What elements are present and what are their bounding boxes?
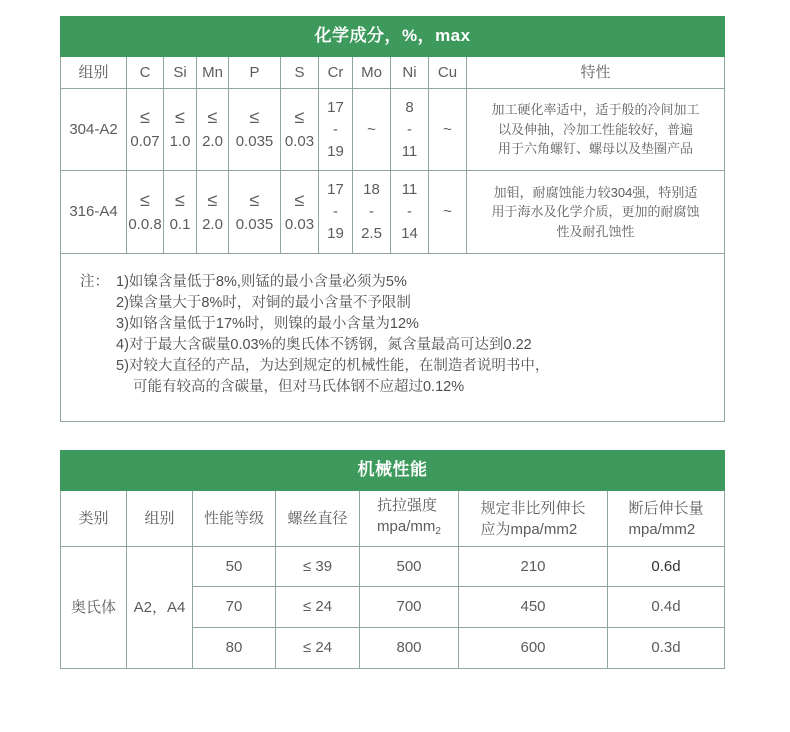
header-category: 类别 <box>61 491 127 547</box>
cell-si <box>164 171 197 254</box>
cell-p <box>229 171 281 254</box>
header-cr: Cr <box>319 57 353 89</box>
cell-tensile: 800 <box>360 628 459 669</box>
cell-elongation: 0.4d <box>608 587 725 628</box>
cell-value: 0.07 <box>130 133 160 150</box>
cell-grade: 50 <box>193 547 276 587</box>
header-grade: 性能等级 <box>193 491 276 547</box>
cell-cr <box>319 89 353 171</box>
table-row <box>61 89 725 171</box>
cell-proof: 600 <box>459 628 608 669</box>
header-tensile <box>360 491 459 547</box>
note-line-continued: 可能有较高的含碳量，但对马氏体钢不应超过0.12% <box>133 379 465 395</box>
range-sep: - <box>333 203 338 220</box>
le-symbol: ≤ <box>175 189 185 210</box>
cell-category: 奥氏体 <box>61 547 127 669</box>
cell-tensile: 500 <box>360 547 459 587</box>
cell-mn <box>197 89 229 171</box>
note-line: 5)对较大直径的产品，为达到规定的机械性能，在制造者说明书中， <box>116 358 550 374</box>
cell-mo: ~ <box>353 89 391 171</box>
cell-cr <box>319 171 353 254</box>
cell-value: 0.035 <box>235 215 274 233</box>
cell-mn <box>197 171 229 254</box>
range-from: 18 <box>363 181 380 198</box>
cell-diameter: ≤ 24 <box>276 587 360 628</box>
le-symbol: ≤ <box>175 107 185 127</box>
le-symbol: ≤ <box>140 107 150 127</box>
header-tensile-unit: mpa/mm <box>377 518 436 535</box>
cell-diameter: ≤ 24 <box>276 628 360 669</box>
cell-value: 0.03 <box>284 133 315 150</box>
header-feature: 特性 <box>467 57 725 89</box>
cell-feature <box>467 89 725 171</box>
cell-value: 1.0 <box>169 133 191 150</box>
cell-diameter: ≤ 39 <box>276 547 360 587</box>
feature-line: 性及耐孔蚀性 <box>556 223 635 239</box>
cell-tensile: 700 <box>360 587 459 628</box>
le-symbol: ≤ <box>294 189 305 210</box>
note-line: 3)如铬含量低于17%时，则镍的最小含量为12% <box>116 316 419 332</box>
feature-line: 用于海水及化学介质，更加的耐腐蚀 <box>491 204 700 220</box>
range-to: 14 <box>401 225 418 242</box>
header-group: 组别 <box>61 57 127 89</box>
mechanical-properties-title: 机械性能 <box>61 451 725 491</box>
cell-ni <box>391 89 429 171</box>
header-proof-label: 规定非比列伸长 <box>480 499 586 517</box>
cell-ni <box>391 171 429 254</box>
cell-feature <box>467 171 725 254</box>
header-elongation <box>608 491 725 547</box>
notes-label: 注： <box>80 274 109 290</box>
note-line: 2)镍含量大于8%时，对铜的最小含量不予限制 <box>116 295 411 311</box>
cell-cu: ~ <box>429 89 467 171</box>
le-symbol: ≤ <box>207 107 218 127</box>
range-from: 17 <box>327 181 344 198</box>
header-cu: Cu <box>429 57 467 89</box>
cell-elongation: 0.6d <box>608 547 725 587</box>
cell-grade: 316-A4 <box>61 171 127 254</box>
mechanical-header-row <box>61 491 725 547</box>
cell-si <box>164 89 197 171</box>
range-from: 11 <box>401 181 418 198</box>
cell-c <box>127 171 164 254</box>
range-to: 2.5 <box>361 225 382 242</box>
header-proof-unit: 应为mpa/mm2 <box>480 520 578 538</box>
le-symbol: ≤ <box>294 107 305 127</box>
range-sep: - <box>369 203 374 220</box>
feature-line: 用于六角螺钉、螺母以及垫圈产品 <box>498 141 694 157</box>
range-to: 19 <box>327 225 344 242</box>
cell-c <box>127 89 164 171</box>
header-ni: Ni <box>391 57 429 89</box>
cell-value: 0.1 <box>169 215 191 233</box>
header-mo: Mo <box>353 57 391 89</box>
cell-value: 0.035 <box>235 133 274 150</box>
note-line: 4)对于最大含碳量0.03%的奥氏体不锈钢，氮含量最高可达到0.22 <box>116 337 532 353</box>
range-to: 11 <box>401 142 418 160</box>
cell-s <box>281 171 319 254</box>
cell-value: 0.0.8 <box>128 215 162 233</box>
cell-cu: ~ <box>429 171 467 254</box>
header-p: P <box>229 57 281 89</box>
feature-line: 加钼，耐腐蚀能力较304强，特别适 <box>493 184 698 200</box>
header-s: S <box>281 57 319 89</box>
feature-line: 加工硬化率适中，适于般的冷间加工 <box>491 102 700 118</box>
notes-section <box>61 254 725 422</box>
le-symbol: ≤ <box>207 189 218 210</box>
table-row <box>61 171 725 254</box>
cell-mo <box>353 171 391 254</box>
cell-grade: 304-A2 <box>61 89 127 171</box>
cell-grade: 70 <box>193 587 276 628</box>
note-line: 1)如镍含量低于8%,则锰的最小含量必须为5% <box>116 274 407 290</box>
cell-grade: 80 <box>193 628 276 669</box>
cell-value: 0.03 <box>284 215 315 233</box>
header-mn: Mn <box>197 57 229 89</box>
range-to: 19 <box>327 142 344 160</box>
chemical-composition-title: 化学成分，%，max <box>61 17 725 57</box>
chemical-composition-table <box>60 16 725 422</box>
header-elongation-label: 断后伸长量 <box>628 499 704 517</box>
header-elongation-unit: mpa/mm2 <box>628 520 696 538</box>
header-tensile-label: 抗拉强度 <box>377 497 438 514</box>
header-c: C <box>127 57 164 89</box>
range-from: 17 <box>327 98 344 116</box>
range-sep: - <box>333 120 338 138</box>
notes-list <box>61 254 724 398</box>
cell-value: 2.0 <box>202 133 223 150</box>
cell-proof: 450 <box>459 587 608 628</box>
table-row <box>61 547 725 587</box>
header-proof <box>459 491 608 547</box>
le-symbol: ≤ <box>249 107 260 127</box>
mechanical-properties-table <box>60 450 725 669</box>
chemical-header-row <box>61 57 725 89</box>
range-sep: - <box>407 203 412 220</box>
cell-group: A2，A4 <box>127 547 193 669</box>
feature-line: 以及伸抽，冷加工性能较好，普遍 <box>498 121 694 137</box>
header-group: 组别 <box>127 491 193 547</box>
cell-p <box>229 89 281 171</box>
le-symbol: ≤ <box>140 189 150 210</box>
le-symbol: ≤ <box>249 189 260 210</box>
header-tensile-unit-sub: 2 <box>435 526 441 537</box>
cell-s <box>281 89 319 171</box>
cell-proof: 210 <box>459 547 608 587</box>
range-sep: - <box>407 120 412 138</box>
cell-elongation: 0.3d <box>608 628 725 669</box>
header-diameter: 螺丝直径 <box>276 491 360 547</box>
cell-value: 2.0 <box>202 215 223 233</box>
range-from: 8 <box>405 98 414 116</box>
header-si: Si <box>164 57 197 89</box>
